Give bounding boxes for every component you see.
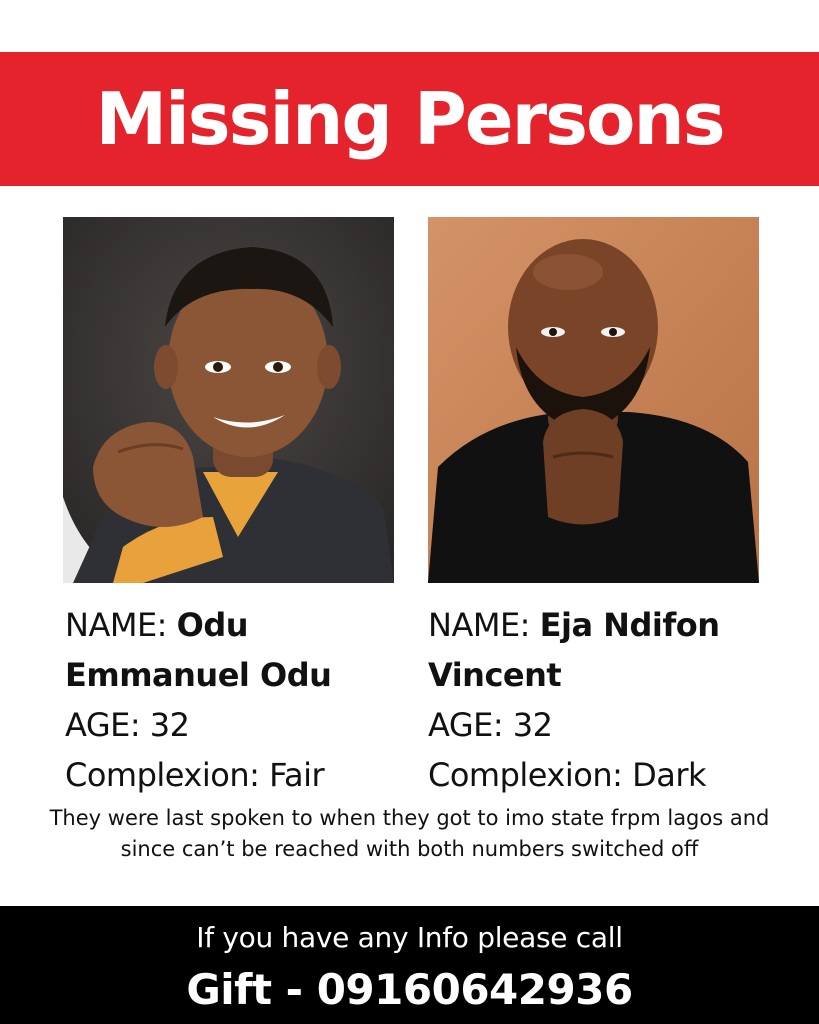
name-row-continued — [65, 650, 425, 700]
complexion-value: Fair — [269, 756, 325, 794]
name-value-continued: Emmanuel Odu — [65, 656, 332, 694]
complexion-label: Complexion: — [428, 756, 623, 794]
poster-title: Missing Persons — [95, 77, 724, 161]
age-value: 32 — [149, 706, 190, 744]
complexion-value: Dark — [632, 756, 706, 794]
complexion-label: Complexion: — [65, 756, 260, 794]
age-label: AGE: — [65, 706, 141, 744]
complexion-row — [65, 750, 425, 800]
person-photo-1 — [63, 217, 394, 583]
name-row-continued — [428, 650, 788, 700]
age-label: AGE: — [428, 706, 504, 744]
name-row — [65, 600, 425, 650]
name-label: NAME: — [428, 606, 530, 644]
age-row — [65, 700, 425, 750]
name-label: NAME: — [65, 606, 167, 644]
complexion-row — [428, 750, 788, 800]
title-banner — [0, 52, 819, 186]
contact-prompt: If you have any Info please call — [196, 921, 623, 954]
name-value: Odu — [176, 606, 248, 644]
person-info-2 — [428, 600, 788, 800]
name-row — [428, 600, 788, 650]
age-value: 32 — [512, 706, 553, 744]
age-row — [428, 700, 788, 750]
name-value: Eja Ndifon — [539, 606, 720, 644]
person-photo-2 — [428, 217, 759, 583]
last-seen-note: They were last spoken to when they got to imo state frpm lagos and since can’t be reached with both numbers switched off — [49, 806, 770, 861]
person-info-1 — [65, 600, 425, 800]
contact-phone[interactable]: Gift - 09160642936 — [186, 965, 633, 1014]
name-value-continued: Vincent — [428, 656, 562, 694]
contact-footer — [0, 906, 819, 1024]
